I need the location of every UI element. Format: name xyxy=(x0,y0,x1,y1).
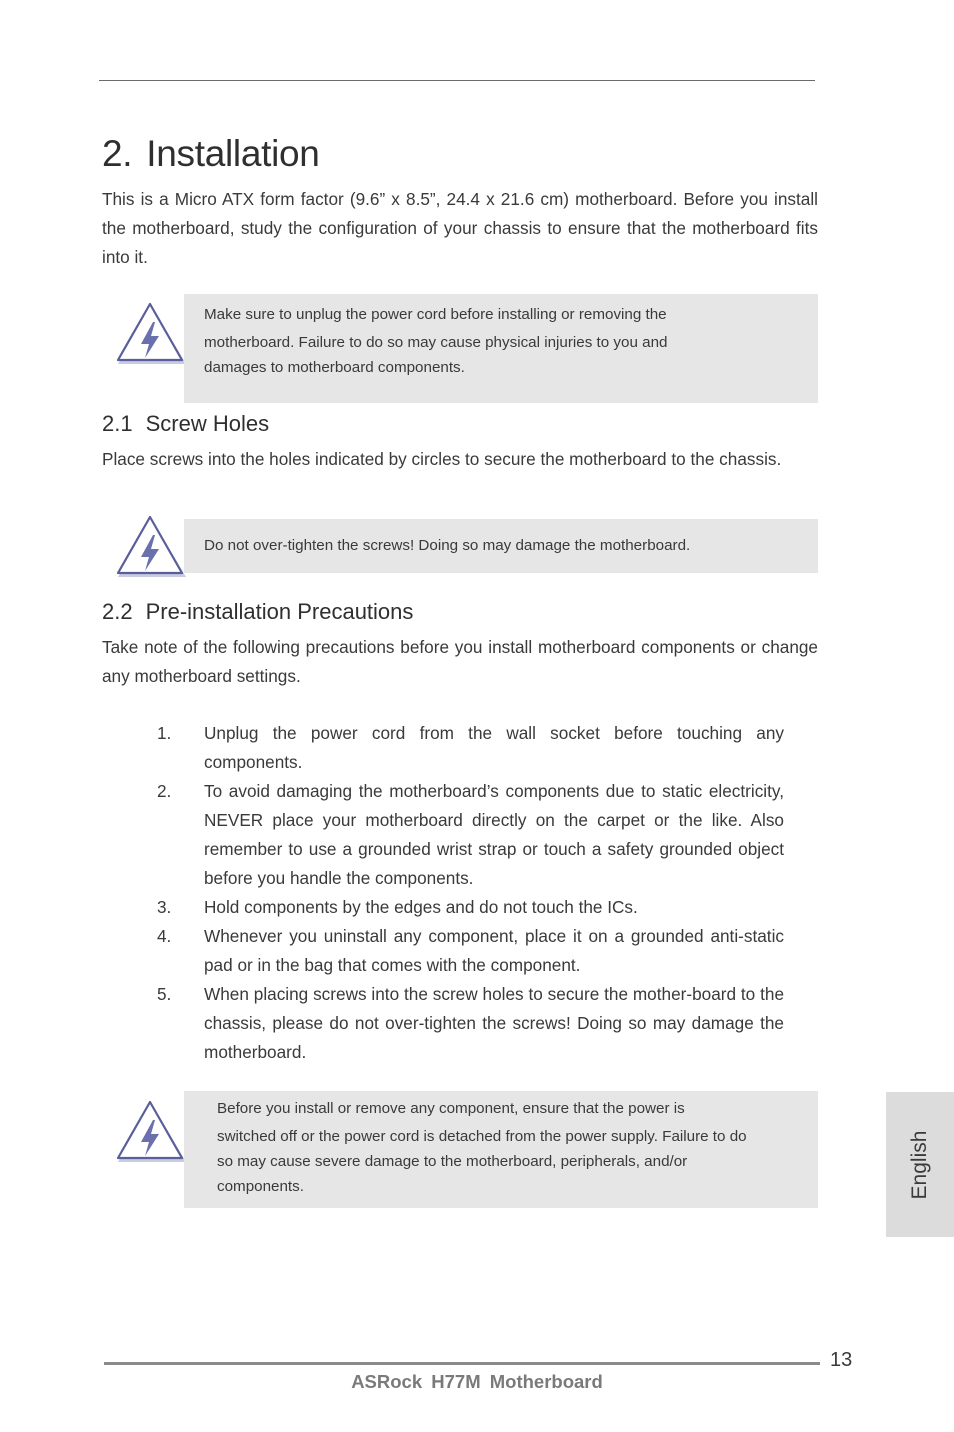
list-item xyxy=(150,719,784,777)
language-tab-label: English xyxy=(908,1130,931,1199)
note-line: switched off or the power cord is detached from the power supply. Failure to do xyxy=(217,1128,747,1145)
note-line: damages to motherboard components. xyxy=(204,359,465,376)
list-item-text: When placing screws into the screw holes to secure the mother-board to the chassis, please do not over-tighten the screws! Doing so may damage the motherboard. xyxy=(204,984,784,1062)
intro-paragraph: This is a Micro ATX form factor (9.6” x 8.5”, 24.4 x 21.6 cm) motherboard. Before you install the motherboard, study the configuration of your chassis to ensure that the motherboard fits into it. xyxy=(102,189,818,267)
note-box-screws xyxy=(184,519,818,573)
precautions-list xyxy=(150,719,784,1067)
list-marker: 2. xyxy=(157,781,172,801)
list-item-text: To avoid damaging the motherboard’s components due to static electricity, NEVER place your motherboard directly on the carpet or the like. Also remember to use a grounded wrist strap or touch a safety grounded object before you handle the components. xyxy=(204,781,784,888)
warning-icon xyxy=(114,300,186,364)
note-box-component-power xyxy=(184,1091,818,1208)
subsection-title: Screw Holes xyxy=(145,411,270,436)
subsection-number: 2.1 xyxy=(102,411,133,436)
warning-icon xyxy=(114,1098,186,1162)
top-divider xyxy=(99,80,815,81)
list-item xyxy=(150,893,784,922)
note-line: so may cause severe damage to the motherboard, peripherals, and/or xyxy=(217,1153,688,1170)
section-title-text: Installation xyxy=(146,133,320,174)
list-item-text: Whenever you uninstall any component, place it on a grounded anti-static pad or in the bag that comes with the component. xyxy=(204,926,784,975)
section-number: 2. xyxy=(102,133,133,174)
subsection-heading-screw-holes xyxy=(102,411,269,437)
screw-holes-paragraph: Place screws into the holes indicated by circles to secure the motherboard to the chassis. xyxy=(102,449,782,469)
page-number: 13 xyxy=(830,1349,853,1371)
note-line: components. xyxy=(217,1178,304,1195)
list-marker: 5. xyxy=(157,984,172,1004)
note-line: Make sure to unplug the power cord before installing or removing the xyxy=(204,306,667,323)
list-marker: 4. xyxy=(157,926,172,946)
list-marker: 1. xyxy=(157,723,172,743)
subsection-title: Pre-installation Precautions xyxy=(145,599,414,624)
list-item xyxy=(150,922,784,980)
subsection-number: 2.2 xyxy=(102,599,133,624)
list-marker: 3. xyxy=(157,897,172,917)
language-tab xyxy=(886,1092,954,1237)
subsection-heading-precautions xyxy=(102,599,413,625)
list-item-text: Unplug the power cord from the wall socket before touching any components. xyxy=(204,723,784,772)
note-line: motherboard. Failure to do so may cause physical injuries to you and xyxy=(204,334,668,351)
footer-product-name: ASRock H77M Motherboard xyxy=(351,1371,603,1392)
bottom-divider xyxy=(104,1362,820,1365)
note-line: Before you install or remove any component, ensure that the power is xyxy=(217,1100,685,1117)
section-title xyxy=(102,133,320,175)
warning-icon xyxy=(114,513,186,577)
precautions-paragraph: Take note of the following precautions before you install motherboard components or change any motherboard settings. xyxy=(102,637,818,686)
note-line: Do not over-tighten the screws! Doing so may damage the motherboard. xyxy=(204,537,691,554)
list-item-text: Hold components by the edges and do not touch the ICs. xyxy=(204,897,638,917)
note-box-power xyxy=(184,294,818,403)
list-item xyxy=(150,980,784,1067)
list-item xyxy=(150,777,784,893)
